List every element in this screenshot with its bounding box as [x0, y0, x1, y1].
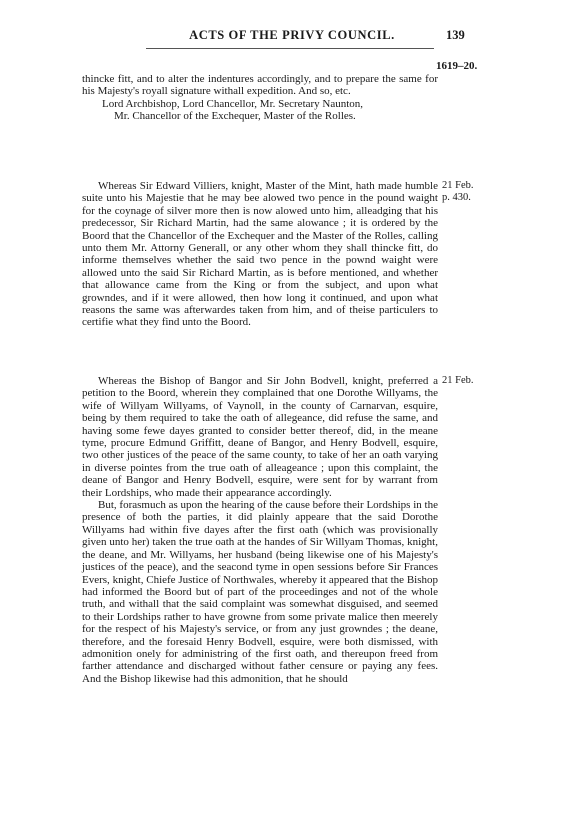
margin-date: 21 Feb. [442, 375, 474, 386]
paragraph: But, forasmuch as upon the hearing of the cause before their Lordships in the presence of both the parties, it did plainly appeare that the said Dorothe Willyams had within five dayes after the first oath (which was provisionally given unto her) taken the true oath at the handes of Sir Willyam Thomas, knight, the deane, and Mr. Willyams, her husband (being likewise one of his Majesty's justices of the peace), and the seacond tyme in open sessions before Sir Frances Evers, knight, Chiefe Justice of Northwales, whereby it appeared that the Bishop had informed the Boord but of part of the proceedinges and not of the whole truth, and withall that the said complaint was somewhat disguised, and seemed to their Lordships rather to have growne from some private malice then meerely for the respect of his Majesty's service, or from any just growndes ; the deane, therefore, and the foresaid Henry Bodvell, esquire, were both dismissed, with admonition onely for administring of the first oath, and thereupon freed from farther attendance and discharged without father censure or paying any fees. And the Bishop likewise had this admonition, that he should [82, 499, 438, 685]
signers-list [82, 98, 438, 123]
margin-date: 21 Feb. [442, 180, 474, 191]
paragraph: Whereas the Bishop of Bangor and Sir John Bodvell, knight, preferred a petition to the Boord, wherein they complained that one Dorothe Willyams, the wife of Willyam Willyams, of Vaynoll, in the county of Carnarvan, esquire, being by them required to take the oath of allegeance, did refuse the same, and having some fewe dayes granted to consider better thereof, did, in the meane tyme, procure Edmund Griffitt, deane of Bangor, and Henry Bodvell, esquire, two other justices of the peace of the same county, to take of her an oath varying in diverse pointes from the true oath of alleageance ; upon this complaint, the deane of Bangor and Henry Bodvell, esquire, were sent for by warrant from their Lordships, who made their appearance accordingly. [82, 375, 438, 499]
margin-page-ref: p. 430. [442, 192, 471, 203]
page-number: 139 [446, 28, 465, 42]
signers-line: Mr. Chancellor of the Exchequer, Master of the Rolles. [114, 110, 356, 123]
paragraph: thincke fitt, and to alter the indentures accordingly, and to prepare the same for his Majesty's royall signature withall expedition. And so, etc. [82, 73, 438, 98]
entry-bangor [82, 375, 438, 685]
year-range-note: 1619–20. [436, 60, 478, 72]
entry-villiers [82, 180, 438, 329]
page-header [0, 26, 567, 46]
header-rule [146, 48, 434, 49]
entry-continuation [82, 73, 438, 123]
signers-line: Lord Archbishop, Lord Chancellor, Mr. Secretary Naunton, [102, 97, 364, 110]
running-head: ACTS OF THE PRIVY COUNCIL. [189, 28, 395, 42]
paragraph: Whereas Sir Edward Villiers, knight, Master of the Mint, hath made humble suite unto his Majestie that he may bee alowed two pence in the pound waight for the coynage of silver more then is now alowed unto him, alleadging that his predecessor, Sir Richard Martin, had the same alowance ; it is ordered by the Boord that the Chancellor of the Exchequer and the Master of the Rolles, calling unto them Mr. Attorny Generall, or any other whom they shall thincke fitt, do informe themselves whether the said two pence in the pownd waight were allowed unto the said Sir Richard Martin, as is before mentioned, and whether that allowance came from the King or from the subject, and upon what growndes, and if it were allowed, then how long it continued, and upon what reasons the same was afterwardes taken from him, and of theise particulers to certifie what they find unto the Boord. [82, 180, 438, 329]
